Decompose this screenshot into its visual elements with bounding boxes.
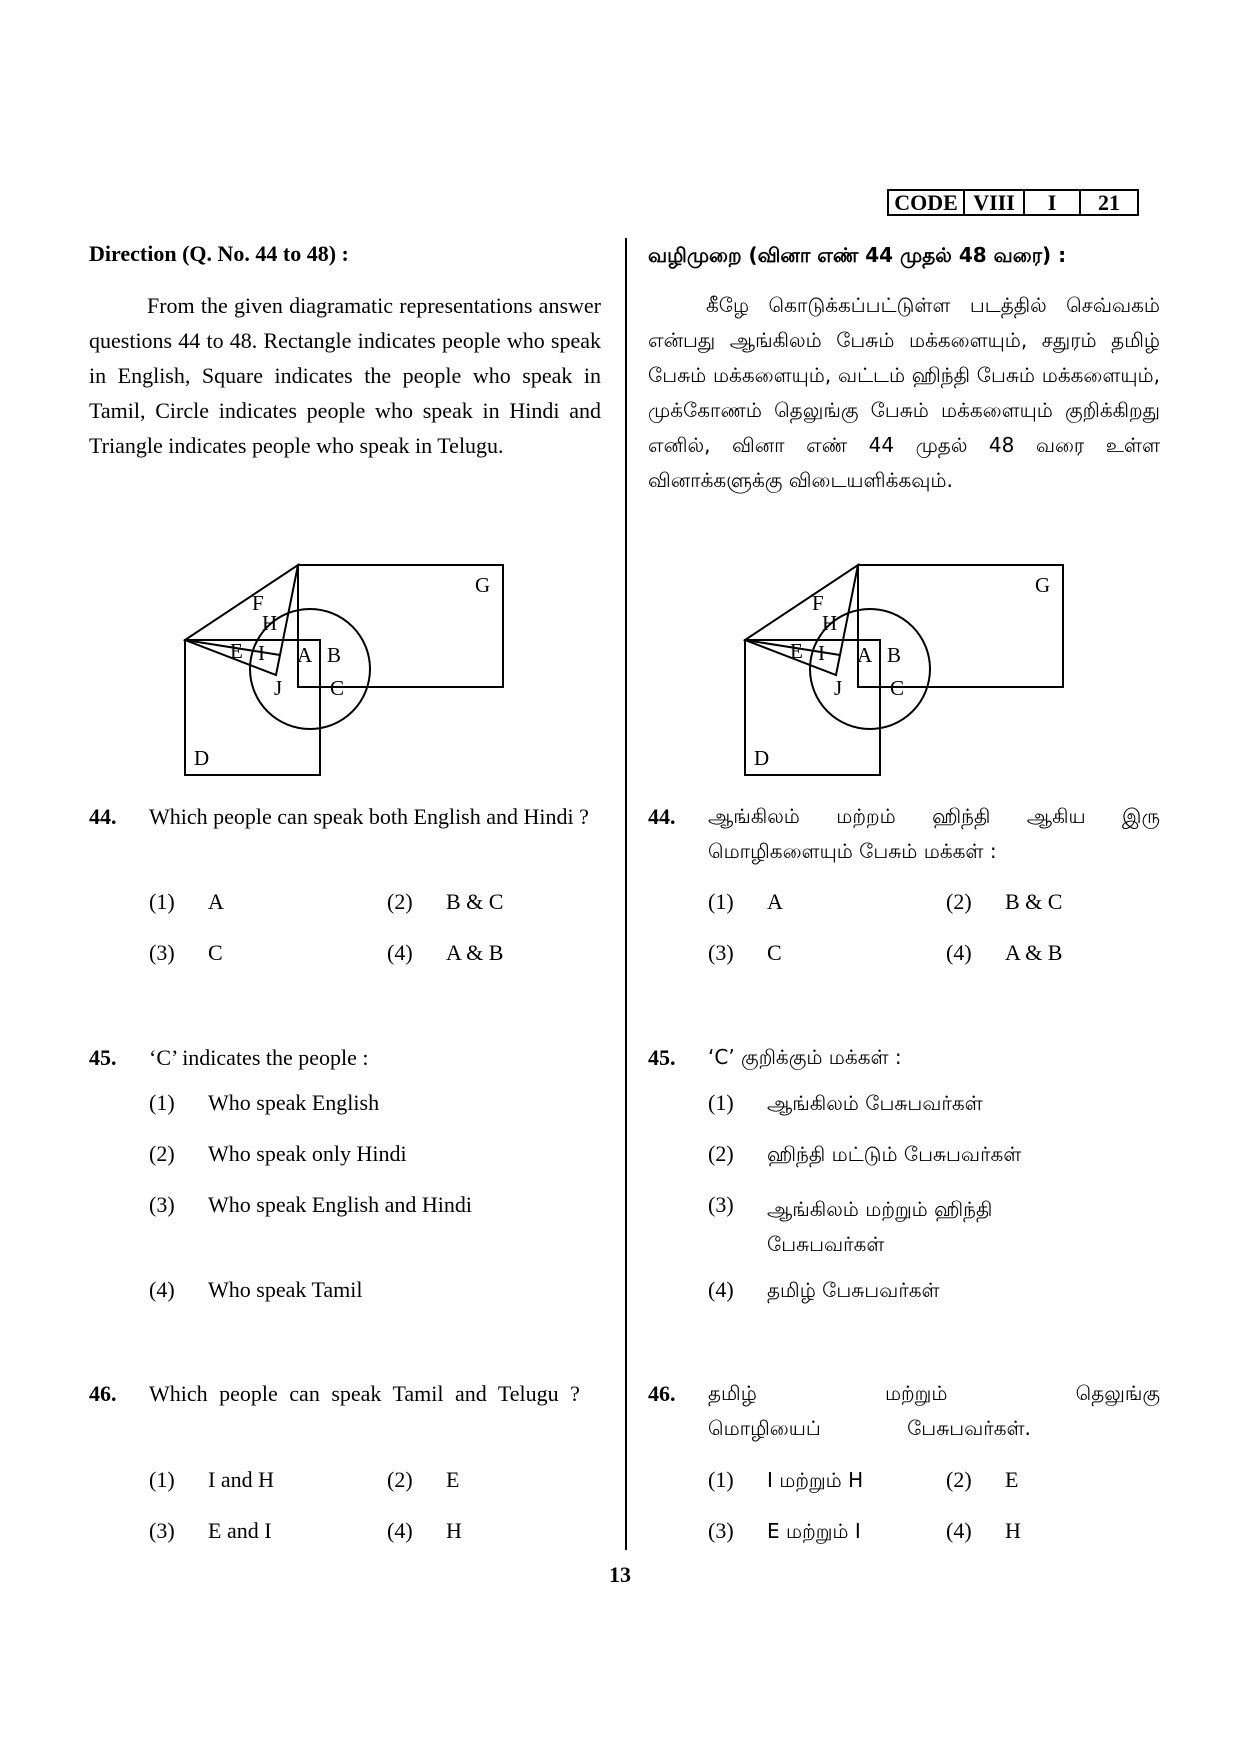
q45-opt1-en[interactable]: Who speak English [208, 1090, 380, 1115]
q44-opt3-num-en: (3) [149, 940, 175, 965]
q46-opt1-ta[interactable]: I மற்றும் H [767, 1468, 864, 1492]
q45-opt1-num-en: (1) [149, 1090, 175, 1115]
q44-opt2-ta[interactable]: B & C [1005, 889, 1063, 914]
label-C: C [330, 676, 345, 700]
q44-opt2-num-ta: (2) [946, 889, 972, 914]
label-A: A [857, 643, 873, 667]
label-C: C [890, 676, 905, 700]
q44-opt1-ta[interactable]: A [767, 889, 783, 914]
label-H: H [262, 611, 278, 635]
label-E: E [790, 639, 803, 663]
english-rectangle [298, 565, 503, 687]
q44-text-en: Which people can speak both English and Hindi ? [149, 804, 589, 829]
q45-opt2-num-en: (2) [149, 1141, 175, 1166]
q44-opt1-num-en: (1) [149, 889, 175, 914]
direction-text-en: From the given diagramatic representations answer questions 44 to 48. Rectangle indicates people who speak in English, Square indicates the people who speak in Tamil, Circle indicates people who speak in Hindi and Triangle indicates people who speak in Telugu. [89, 293, 601, 458]
label-J: J [834, 676, 843, 700]
q45-opt2-num-ta: (2) [708, 1141, 734, 1166]
label-F: F [812, 591, 824, 615]
q45-opt3-num-en: (3) [149, 1192, 175, 1217]
q45-opt2-en[interactable]: Who speak only Hindi [208, 1141, 407, 1166]
code-number: 21 [1098, 189, 1120, 215]
q46-opt1-num-en: (1) [149, 1467, 175, 1492]
q46-opt3-ta[interactable]: E மற்றும் I [767, 1519, 861, 1543]
venn-diagram-en [170, 555, 510, 785]
q46-opt3-num-en: (3) [149, 1518, 175, 1543]
label-G: G [475, 573, 491, 597]
q46-opt4-en[interactable]: H [446, 1518, 462, 1543]
q46-opt4-num-en: (4) [387, 1518, 413, 1543]
q45-text-en: ‘C’ indicates the people : [149, 1045, 369, 1070]
code-label: CODE [889, 191, 965, 214]
q46-opt3-num-ta: (3) [708, 1518, 734, 1543]
q44-opt2-en[interactable]: B & C [446, 889, 504, 914]
q45-opt1-num-ta: (1) [708, 1090, 734, 1115]
q45-opt4-ta[interactable]: தமிழ் பேசுபவர்கள் [767, 1278, 940, 1302]
q46-opt2-en[interactable]: E [446, 1467, 460, 1492]
q45-opt2-ta[interactable]: ஹிந்தி மட்டும் பேசுபவர்கள் [767, 1142, 1022, 1166]
q44-opt3-num-ta: (3) [708, 940, 734, 965]
q45-opt4-en[interactable]: Who speak Tamil [208, 1277, 363, 1302]
q44-number-en: 44. [89, 804, 117, 829]
q45-number-ta: 45. [648, 1045, 676, 1070]
q45-opt1-ta[interactable]: ஆங்கிலம் பேசுபவர்கள் [767, 1091, 983, 1115]
label-J: J [274, 676, 283, 700]
q46-text-ta: தமிழ் மற்றும் தெலுங்கு மொழியைப் பேசுபவர்கள். [708, 1381, 1160, 1440]
code-box [887, 189, 1139, 216]
label-B: B [327, 643, 342, 667]
label-D: D [754, 746, 770, 770]
label-F: F [252, 591, 264, 615]
q46-opt3-en[interactable]: E and I [208, 1518, 272, 1543]
direction-heading-en: Direction (Q. No. 44 to 48) : [89, 241, 349, 266]
q44-number-ta: 44. [648, 804, 676, 829]
q46-opt2-num-ta: (2) [946, 1467, 972, 1492]
direction-heading-ta: வழிமுறை (வினா எண் 44 முதல் 48 வரை) : [648, 243, 1067, 267]
q46-opt2-ta[interactable]: E [1005, 1467, 1019, 1492]
label-D: D [194, 746, 210, 770]
q44-opt4-num-ta: (4) [946, 940, 972, 965]
q44-opt3-en[interactable]: C [208, 940, 223, 965]
label-I: I [258, 641, 265, 665]
q45-opt3-num-ta: (3) [708, 1192, 734, 1217]
q46-opt1-en[interactable]: I and H [208, 1467, 274, 1492]
q46-text-en: Which people can speak Tamil and Telugu ? [149, 1381, 580, 1406]
q44-opt4-en[interactable]: A & B [446, 940, 504, 965]
q45-text-ta: ‘C’ குறிக்கும் மக்கள் : [708, 1045, 902, 1069]
q44-opt4-num-en: (4) [387, 940, 413, 965]
label-B: B [887, 643, 902, 667]
q44-text-ta: ஆங்கிலம் மற்றம் ஹிந்தி ஆகிய இரு மொழிகளையும் பேசும் மக்கள் : [708, 804, 1160, 863]
q46-opt1-num-ta: (1) [708, 1467, 734, 1492]
venn-diagram-ta [730, 555, 1070, 785]
q45-opt3-en[interactable]: Who speak English and Hindi [208, 1192, 472, 1217]
q46-opt4-ta[interactable]: H [1005, 1518, 1021, 1543]
label-G: G [1035, 573, 1051, 597]
q45-number-en: 45. [89, 1045, 117, 1070]
q45-opt3-ta[interactable]: ஆங்கிலம் மற்றும் ஹிந்தி பேசுபவர்கள் [767, 1197, 993, 1256]
english-rectangle [858, 565, 1063, 687]
q45-opt4-num-ta: (4) [708, 1277, 734, 1302]
column-divider [625, 238, 627, 1550]
q46-opt2-num-en: (2) [387, 1467, 413, 1492]
q44-opt4-ta[interactable]: A & B [1005, 940, 1063, 965]
label-H: H [822, 611, 838, 635]
q45-opt4-num-en: (4) [149, 1277, 175, 1302]
label-E: E [230, 639, 243, 663]
label-A: A [297, 643, 313, 667]
q46-opt4-num-ta: (4) [946, 1518, 972, 1543]
direction-text-ta: கீழே கொடுக்கப்பட்டுள்ள படத்தில் செவ்வகம் என்பது ஆங்கிலம் பேசும் மக்களையும், சதுரம் தமிழ் பேசும் மக்களையும், வட்டம் ஹிந்தி பேசும் மக்களையும், முக்கோணம் தெலுங்கு பேசும் மக்களையும் குறிக்கிறது எனில், வினா எண் 44 முதல் 48 வரை உள்ள வினாக்களுக்கு விடையளிக்கவும். [648, 293, 1160, 492]
q44-opt1-en[interactable]: A [208, 889, 224, 914]
q44-opt2-num-en: (2) [387, 889, 413, 914]
label-I: I [818, 641, 825, 665]
q44-opt1-num-ta: (1) [708, 889, 734, 914]
q44-opt3-ta[interactable]: C [767, 940, 782, 965]
code-paper: I [1025, 191, 1081, 214]
page-number: 13 [609, 1562, 631, 1587]
code-set: VIII [965, 191, 1025, 214]
q46-number-ta: 46. [648, 1381, 676, 1406]
q46-number-en: 46. [89, 1381, 117, 1406]
